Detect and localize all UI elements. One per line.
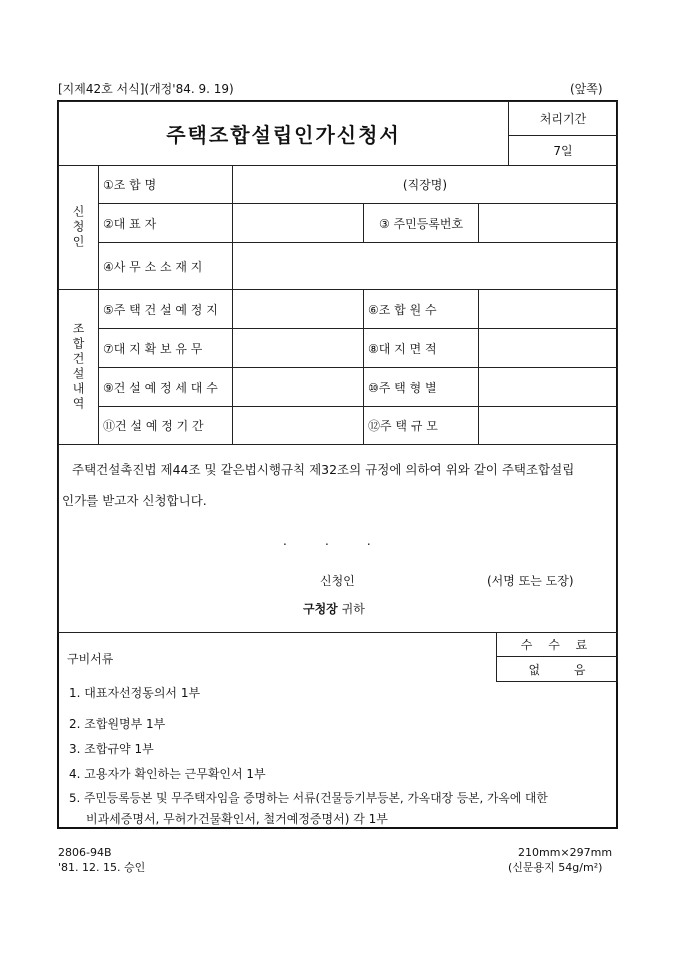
union-name-label: ①조 합 명 [98, 165, 233, 204]
representative-field[interactable] [232, 203, 364, 243]
office-field[interactable] [232, 242, 618, 290]
recipient-suffix: 귀하 [337, 602, 365, 616]
document-item: 4. 고용자가 확인하는 근무확인서 1부 [69, 767, 266, 781]
paper-size: 210mm×297mm [518, 846, 613, 859]
construction-right-field[interactable] [478, 328, 618, 368]
statement-line2: 인가를 받고자 신청합니다. [62, 493, 207, 508]
form-code: 2806-94B [58, 846, 112, 859]
applicant-section [58, 165, 99, 290]
paper-type: (신문용지 54g/m²) [508, 861, 603, 874]
document-item: 1. 대표자선정동의서 1부 [69, 686, 201, 700]
document-item: 3. 조합규약 1부 [69, 742, 154, 756]
resident-no-label: ③ 주민등록번호 [363, 203, 479, 243]
documents-title: 구비서류 [67, 652, 114, 666]
construction-left-label: ⑨건 설 예 정 세 대 수 [98, 367, 233, 407]
date-field[interactable]: . . . [283, 534, 371, 548]
construction-left-field[interactable] [232, 367, 364, 407]
applicant-sign-label: 신청인 [320, 574, 355, 588]
construction-right-field[interactable] [478, 367, 618, 407]
recipient [303, 600, 365, 617]
construction-left-field[interactable] [232, 406, 364, 445]
construction-section-label: 조합건설내역 [71, 322, 85, 412]
applicant-section-label: 신청인 [71, 205, 85, 250]
construction-left-label: ⑤주 택 건 설 예 정 지 [98, 289, 233, 329]
form-number: [지제42호 서식](개정'84. 9. 19) [58, 82, 234, 96]
office-label: ④사 무 소 소 재 지 [98, 242, 233, 290]
document-item: 5. 주민등록등본 및 무주택자임을 증명하는 서류(건물등기부등본, 가옥대장 등본, 가옥에 대한 [69, 791, 548, 805]
page-side: (앞쪽) [570, 82, 603, 96]
resident-no-field[interactable] [478, 203, 618, 243]
form-title: 주택조합설립인가신청서 [58, 101, 509, 166]
sign-note: (서명 또는 도장) [487, 574, 574, 588]
construction-right-field[interactable] [478, 289, 618, 329]
document-item-cont: 비과세증명서, 무허가건물확인서, 철거예정증명서) 각 1부 [86, 812, 388, 826]
construction-right-label: ⑩주 택 형 별 [363, 367, 479, 407]
approval-date: '81. 12. 15. 승인 [58, 861, 146, 874]
document-item: 2. 조합원명부 1부 [69, 717, 166, 731]
fee-label: 수 수 료 [496, 632, 618, 657]
fee-value: 없 음 [496, 656, 618, 682]
processing-value: 7일 [508, 135, 618, 166]
construction-right-label: ⑥조 합 원 수 [363, 289, 479, 329]
construction-section [58, 289, 99, 445]
construction-left-field[interactable] [232, 328, 364, 368]
statement-line1: 주택건설촉진법 제44조 및 같은법시행규칙 제32조의 규정에 의하여 위와 같이 주택조합설립 [72, 462, 575, 477]
processing-label: 처리기간 [508, 101, 618, 136]
construction-left-field[interactable] [232, 289, 364, 329]
recipient-title: 구청장 [303, 602, 338, 616]
union-name-field[interactable] [232, 165, 618, 204]
representative-label: ②대 표 자 [98, 203, 233, 243]
construction-right-field[interactable] [478, 406, 618, 445]
construction-left-label: ⑦대 지 확 보 유 무 [98, 328, 233, 368]
construction-right-label: ⑧대 지 면 적 [363, 328, 479, 368]
construction-left-label: ⑪건 설 예 정 기 간 [98, 406, 233, 445]
construction-right-label: ⑫주 택 규 모 [363, 406, 479, 445]
workplace-note: (직장명) [402, 178, 448, 192]
